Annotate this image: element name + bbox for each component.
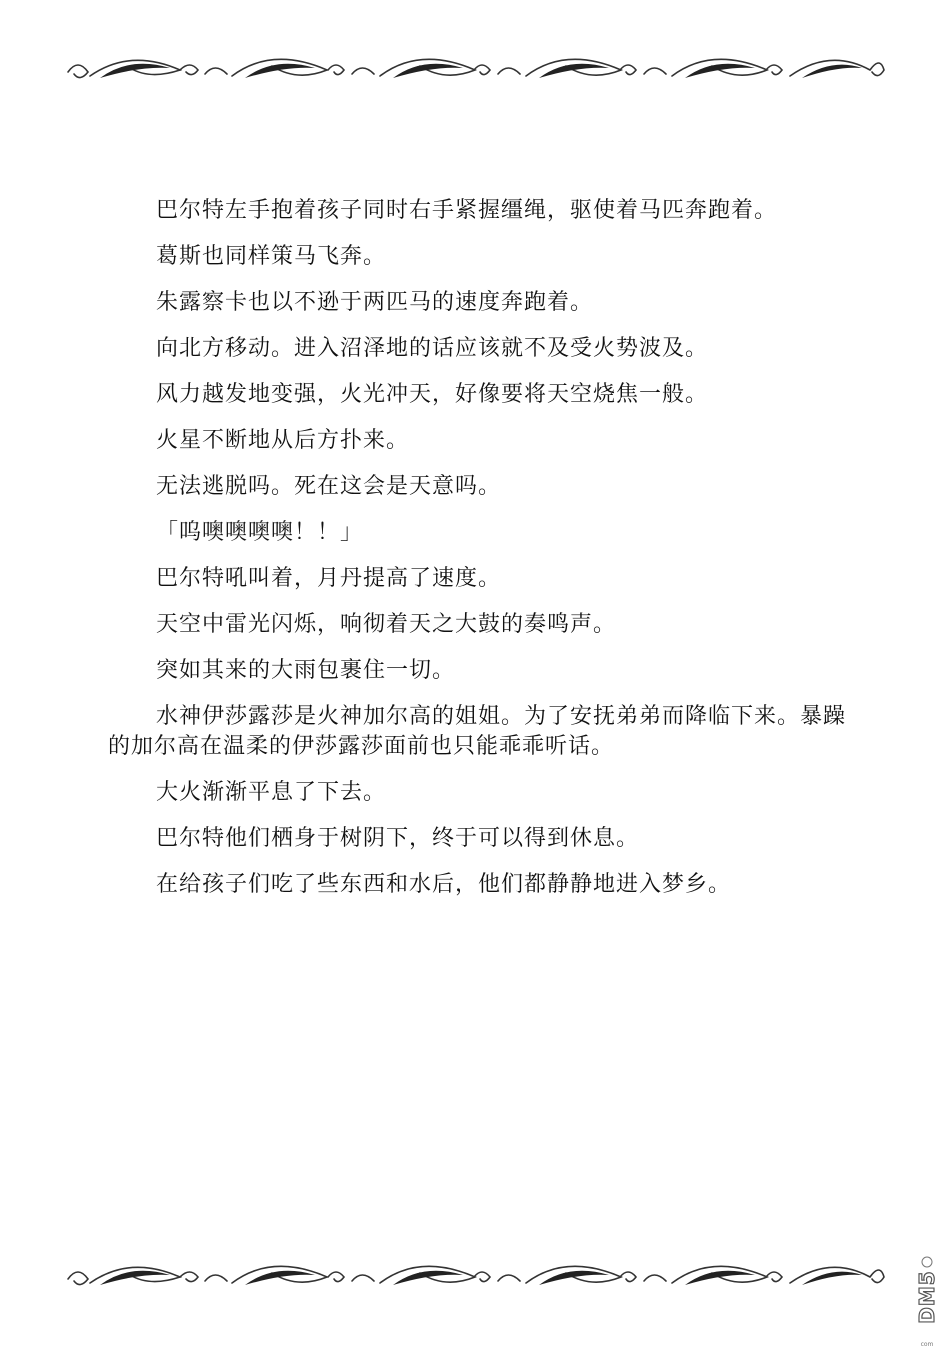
paragraph: 突如其来的大雨包裹住一切。 bbox=[156, 658, 456, 683]
svg-text:DM5: DM5 bbox=[915, 1270, 939, 1324]
paragraph: 葛斯也同样策马飞奔。 bbox=[156, 244, 387, 269]
paragraph: 巴尔特他们栖身于树阴下，终于可以得到休息。 bbox=[156, 826, 640, 851]
paragraph: 风力越发地变强，火光冲天，好像要将天空烧焦一般。 bbox=[156, 382, 709, 407]
paragraph: 巴尔特左手抱着孩子同时右手紧握缰绳，驱使着马匹奔跑着。 bbox=[156, 198, 778, 223]
site-watermark-logo bbox=[913, 1242, 941, 1352]
chapter-text bbox=[108, 196, 853, 916]
paragraph: 巴尔特吼叫着，月丹提高了速度。 bbox=[156, 566, 502, 591]
top-ornamental-border bbox=[60, 50, 890, 100]
paragraph: 向北方移动。进入沼泽地的话应该就不及受火势波及。 bbox=[156, 336, 709, 361]
svg-text:com: com bbox=[920, 1341, 934, 1348]
paragraph: 大火渐渐平息了下去。 bbox=[156, 780, 387, 805]
bottom-ornamental-border bbox=[60, 1257, 890, 1307]
paragraph: 在给孩子们吃了些东西和水后，他们都静静地进入梦乡。 bbox=[156, 872, 732, 897]
paragraph: 火星不断地从后方扑来。 bbox=[156, 428, 410, 453]
paragraph: 无法逃脱吗。死在这会是天意吗。 bbox=[156, 474, 502, 499]
paragraph: 天空中雷光闪烁，响彻着天之大鼓的奏鸣声。 bbox=[156, 612, 617, 637]
paragraph: 水神伊莎露莎是火神加尔高的姐姐。为了安抚弟弟而降临下来。暴躁的加尔高在温柔的伊莎露莎面前也只能乖乖听话。 bbox=[108, 704, 847, 759]
dialogue-line: 「呜噢噢噢噢！！」 bbox=[156, 520, 364, 545]
paragraph: 朱露察卡也以不逊于两匹马的速度奔跑着。 bbox=[156, 290, 594, 315]
